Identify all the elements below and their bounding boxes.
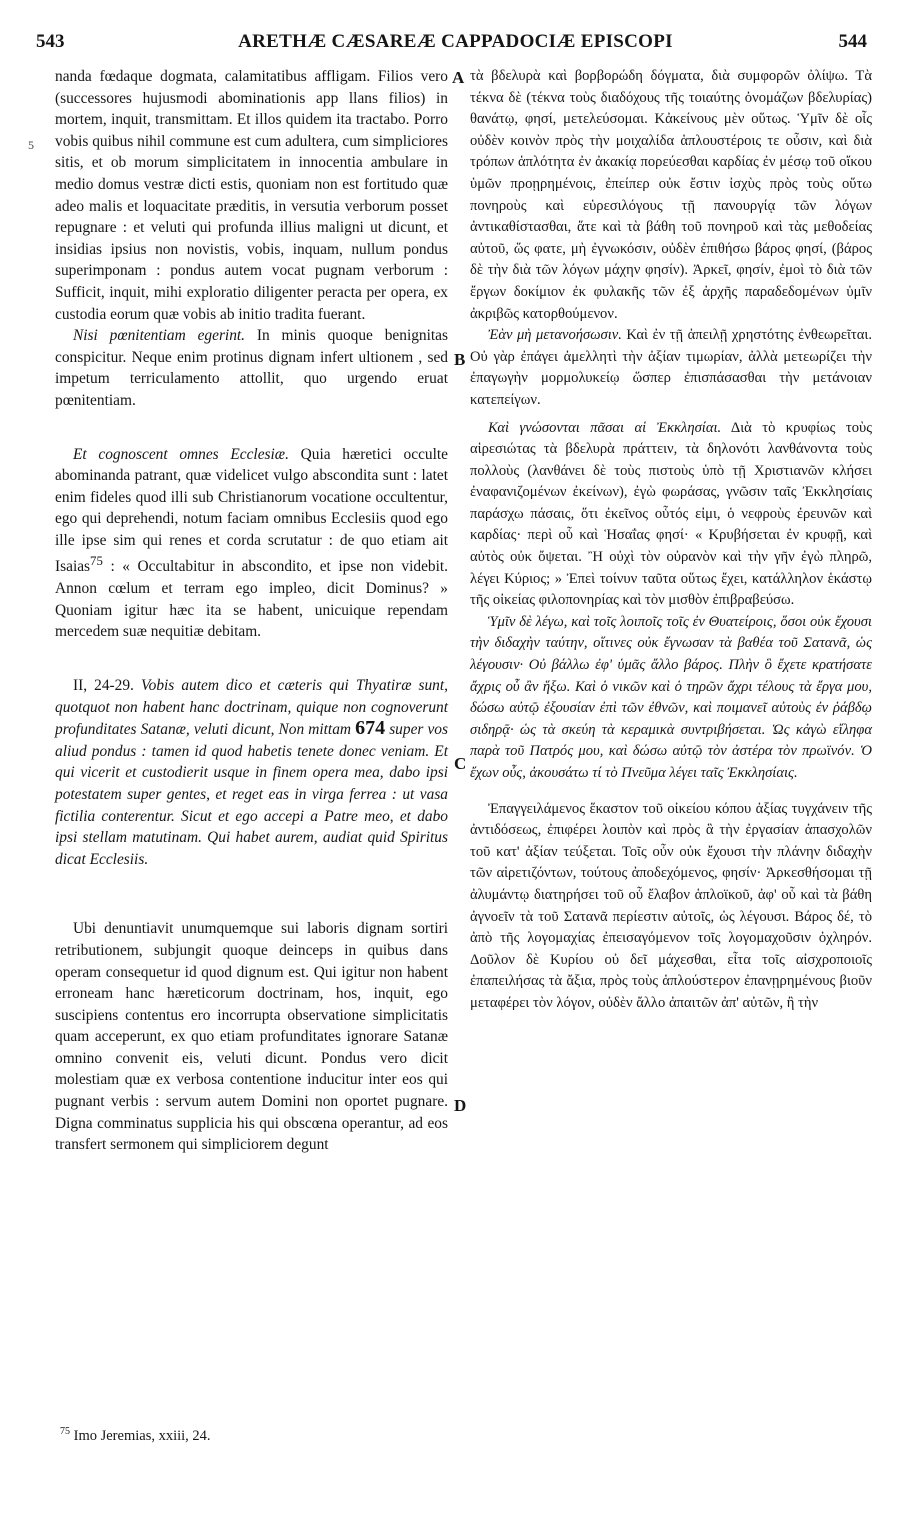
latin-text-2: In minis quoque benignitas conspicitur. Neque enim protinus dignam infert ultionem , sed impetum terriculamento attollit, quo urgendo eruat pœnitentiam. (55, 327, 448, 409)
page-number-left: 543 (36, 31, 65, 52)
latin-column (55, 66, 448, 1156)
latin-paragraph-5: Ubi denuntiavit unumquemque sui laboris dignam sortiri retributionem, subjungit quoque deinceps in quibus dans operam consequetur id quod dignum est. Qui igitur non habent erroneam hanc hæreticorum doctrinam, hos, inquit, ego suscipiens contentus ero incorrupta observatione simplicitatis quam acceperunt, ex quo etiam profunditates ignorare Satanæ omnino convenit eis, veluti dicunt. Pondus vero dicit molestiam quæ ex verbosa contentione inducitur inter eos qui pugnant verbis : servum autem Domini non oportet pugnare. Digna comminatus supplicia his qui obscœna operantur, ad eos transfert sermonem qui simpliciorem degunt (55, 920, 448, 1154)
latin-paragraph-2 (55, 325, 448, 411)
section-marker-d: D (454, 1096, 467, 1115)
greek-lemma-2: Ἐὰν μὴ μετανοήσωσιν. (488, 327, 622, 344)
greek-paragraph-2 (470, 325, 872, 411)
greek-lemma-3: Καὶ γνώσονται πᾶσαι αἱ Ἐκκλησίαι. (488, 419, 722, 436)
latin-verse-text-1: Vobis autem dico et cæteris qui Thyatiræ sunt, quotquot non habent hanc doctrinam, quique non cognoverunt profunditates Satanæ, veluti dicunt, Non mittam (55, 676, 448, 739)
greek-paragraph-4: Ὑμῖν δὲ λέγω, καὶ τοῖς λοιποῖς τοῖς ἐν Θυατείροις, ὅσοι οὐκ ἔχουσι τὴν διδαχὴν ταύτην, οἵτινες οὐκ ἔγνωσαν τὰ βαθέα τοῦ Σατανᾶ, ὡς λέγουσιν· Οὐ βάλλω ἐφ' ὑμᾶς ἄλλο βάρος. Πλὴν ὃ ἔχετε κρατήσατε ἄχρις οὗ ἂν ἥξω. Καὶ ὁ νικῶν καὶ ὁ τηρῶν ἄχρι τέλους τὰ ἔργα μου, δώσω αὐτῷ ἐξουσίαν ἐπὶ τῶν ἐθνῶν, καὶ ποιμανεῖ αὐτοὺς ἐν ῥάβδῳ σιδηρᾷ· ὡς τὰ σκεύη τὰ κεραμικὰ συντριβήσεται. Ὡς κἀγὼ εἴληφα παρὰ τοῦ Πατρός μου, καὶ δώσω αὐτῷ τὸν ἀστέρα τὸν πρωϊνόν. Ὁ ἔχων οὖς, ἀκουσάτω τί τὸ Πνεῦμα λέγει ταῖς Ἐκκλησίαις. (470, 613, 872, 781)
greek-column (470, 66, 872, 1015)
greek-paragraph-5: Ἐπαγγειλάμενος ἕκαστον τοῦ οἰκείου κόπου ἀξίας τυγχάνειν τῆς ἀντιδόσεως, ἐπιφέρει λοιπὸν καὶ πρὸς ἃ τὴν ἐργασίαν ἀπασχολῶν τοῦ κατ' ἀξίαν τεύξεται. Τοῖς οὖν οὐκ ἔχουσι τὴν πλάνην διδαχὴν τῶν αἱρετιζόντων, τούτους ἀποδεχόμενος, φησίν· Ἀρκεσθήσομαι τῇ ἀλυμάντῳ διατηρήσει τοῦ οὗ ἔλαβον ἁπλοϊκοῦ, ἀφ' οὗ καὶ τὰ βάθη ἀγνοεῖν τὰ τοῦ Σατανᾶ περίεστιν αὐτοῖς, ὡς λέγουσι. Βάρος δέ, τὸ ἀπὸ τῆς λογομαχίας ἐπεισαγόμενον τοῖς λογομαχοῦσιν ὀχληρόν. Δοῦλον δὲ Κυρίου οὐ δεῖ μάχεσθαι, εἶτα τοῖς αἰσχροποιοῖς ἐπαπειλήσας τὰ ἄξια, πρὸς τοὺς ἁπλούστερον ἐπανῃρημένους βιοῦν μεταφέρει τὸν λόγον, οὐδὲν ἄλλο ἀπαιτῶν ἀπ' αὐτῶν, ἢ τὴν (470, 800, 872, 1011)
greek-text-3: Διὰ τὸ κρυφίως τοὺς αἱρεσιώτας τὰ βδελυρὰ πράττειν, τὰ δηλονότι λανθάνοντα τοὺς πολλοὺς (λανθάνει δὲ τοὺς πιστοὺς ὑπὸ τῇ Χριστιανῶν κλήσει ἐναφανιζομένων ἐκείνων), ἐγὼ φωράσας, γνῶσιν ταῖς Ἐκκλησίαις παράσχω πάσαις, ὅτι ἐκεῖνος οὗτός εἰμι, ὁ νεφροὺς ἐρευνῶν καὶ καρδίας· περὶ οὗ καὶ Ἡσαΐας φησί· « Κρυβήσεται ἐν κρυφῇ, καὶ αὐτὸς οὐκ ὄψεται. Ἢ οὐχὶ τὸν οὐρανὸν καὶ τὴν γῆν ἐγὼ πληρῶ, λέγει Κύριος; » Ἐπεὶ τοίνυν ταῦτα οὕτως ἔχει, κατάλληλον ἑκάστῳ τῆς οἰκείας φιλοπονηρίας καὶ τὸν μισθὸν ἐπιβραβεύσω. (470, 419, 872, 609)
latin-paragraph-3 (55, 444, 448, 643)
latin-paragraph-4 (55, 675, 448, 870)
running-header (0, 26, 911, 58)
section-marker-b: B (454, 350, 466, 369)
footnote-text: Imo Jeremias, xxiii, 24. (73, 1427, 211, 1444)
latin-lemma-2: Nisi pœnitentiam egerint. (73, 327, 246, 345)
section-marker-a: A (452, 68, 465, 87)
footnote-number: 75 (60, 1426, 70, 1437)
latin-text-3b: : « Occultabitur in abscondito, et ipse non videbit. Annon cœlum et terram ego impleo, dicit Dominus? » Quoniam igitur hæc ita se habent, unicuique rependam mercedem suæ nequitiæ debitam. (55, 558, 448, 641)
latin-lemma-3: Et cognoscent omnes Ecclesiæ. (73, 445, 289, 463)
latin-verse-text-2: super vos aliud pondus : tamen id quod habetis tenete donec veniam. Et qui vicerit et custodierit usque in finem opera mea, dabo ipsi potestatem super gentes, et reget eas in virga ferrea : ut vasa fictilia conterentur. Sicut et ego accepi a Patre meo, et dabo ipsi stellam matutinam. Qui habet aurem, audiat quid Spiritus dicat Ecclesiis. (55, 721, 448, 868)
greek-paragraph-1: τὰ βδελυρὰ καὶ βορβορώδη δόγματα, διὰ συμφορῶν ὀλίψω. Τὰ τέκνα δὲ (τέκνα τοὺς διαδόχους τῆς τοιαύτης ὀνομάζων βδελυρίας) θανάτῳ, φησί, μετελεύσομαι. Κἀκείνους μὲν οὕτως. Ὑμῖν δὲ οἷς οὐδὲν κοινὸν πρὸς τὴν μοιχαλίδα ἁπλουστέροις τε οὖσιν, καὶ διὰ τρόπων ἁπλότητα ἐν ἀκακίᾳ πορεύεσθαι καρδίας ἐν μέσῳ τοῦ οἴκου ὑμῶν προῃρημένοις, ἐπείπερ οὐκ ἔστιν ἰσχὺς πρὸς τοὺς οὕτω πονηροὺς καὶ εὑρεσιλόγους τῇ πανουργίᾳ τῶν λόγων ἀντικαθίστασθαι, ἅτε καὶ τὰ βάθη τοῦ πονηροῦ καὶ τὰς μεθοδείας αὐτοῦ, ὥς φατε, μὴ ἐγνωκόσιν, οὐδὲν ἐπιθήσω βάρος φησί, (βάρος δὲ τὴν διὰ τῶν λόγων μάχην φησίν). Ἀρκεῖ, φησίν, ἐμοὶ τὸ διὰ τῶν ἔργων δοκίμιον ἐκ φυλακῆς τῶν ἐξ ἀρχῆς παραδεδομένων ὑμῖν ἀκριβῶς κατορθούμενον. (470, 68, 872, 322)
latin-text-3: Quia hæretici occulte abominanda patrant, quæ videlicet vulgo abscondita sunt : latet enim fideles quod illi sub Christianorum vocatione occultentur, ego qui deprehendi, notum faciam omnibus Ecclesiis quod ego ille ipse sim qui renes et corda scrutatur : de quo etiam ait Isaias (55, 445, 448, 576)
footnote-ref: 75 (90, 554, 103, 569)
line-number: 5 (28, 138, 34, 152)
greek-paragraph-3 (470, 418, 872, 612)
footnote (60, 1426, 211, 1445)
running-title: ARETHÆ CÆSAREÆ CAPPADOCIÆ EPISCOPI (238, 31, 673, 52)
page-number-right: 544 (838, 31, 867, 52)
verse-reference: II, 24-29. (73, 676, 134, 694)
column-number: 674 (355, 717, 386, 740)
greek-text-2: Καὶ ἐν τῇ ἀπειλῇ χρηστότης ἐνθεωρεῖται. Οὐ γὰρ ἐπάγει ἀμελλητὶ τὴν ἀξίαν τιμωρίαν, ἀλλὰ μετεωρίζει τὴν ἐπαγωγὴν μορμολυκείῳ ὥσπερ ἐπισπάσασθαι τὴν μετάνοιαν κατεπείγων. (470, 327, 872, 408)
latin-paragraph-1: nanda fœdaque dogmata, calamitatibus affligam. Filios vero (successores hujusmodi abominationis app llans filios) in mortem, inquit, transmittam. Et illos quidem ita tractabo. Porro vobis quibus nihil commune est cum adultera, cum simpliciores sitis, et ob morum simplicitatem in innocentia ambulare in medio domus vestræ dicti estis, quoniam non est fortitudo quæ adeo malis et loquacitate præditis, in versutia verborum posset repugnare : et veluti qui profunda illius maligni ut dicunt, et insidias ipsius non novistis, vobis, inquam, nullum pondus superimponam : pondus autem vocat pugnam verborum : Sufficit, inquit, mihi exploratio diligenter peracta per opera, ex custodia eorum quæ vobis ab initio tradita fuerant. (55, 68, 448, 323)
section-marker-c: C (454, 754, 467, 773)
